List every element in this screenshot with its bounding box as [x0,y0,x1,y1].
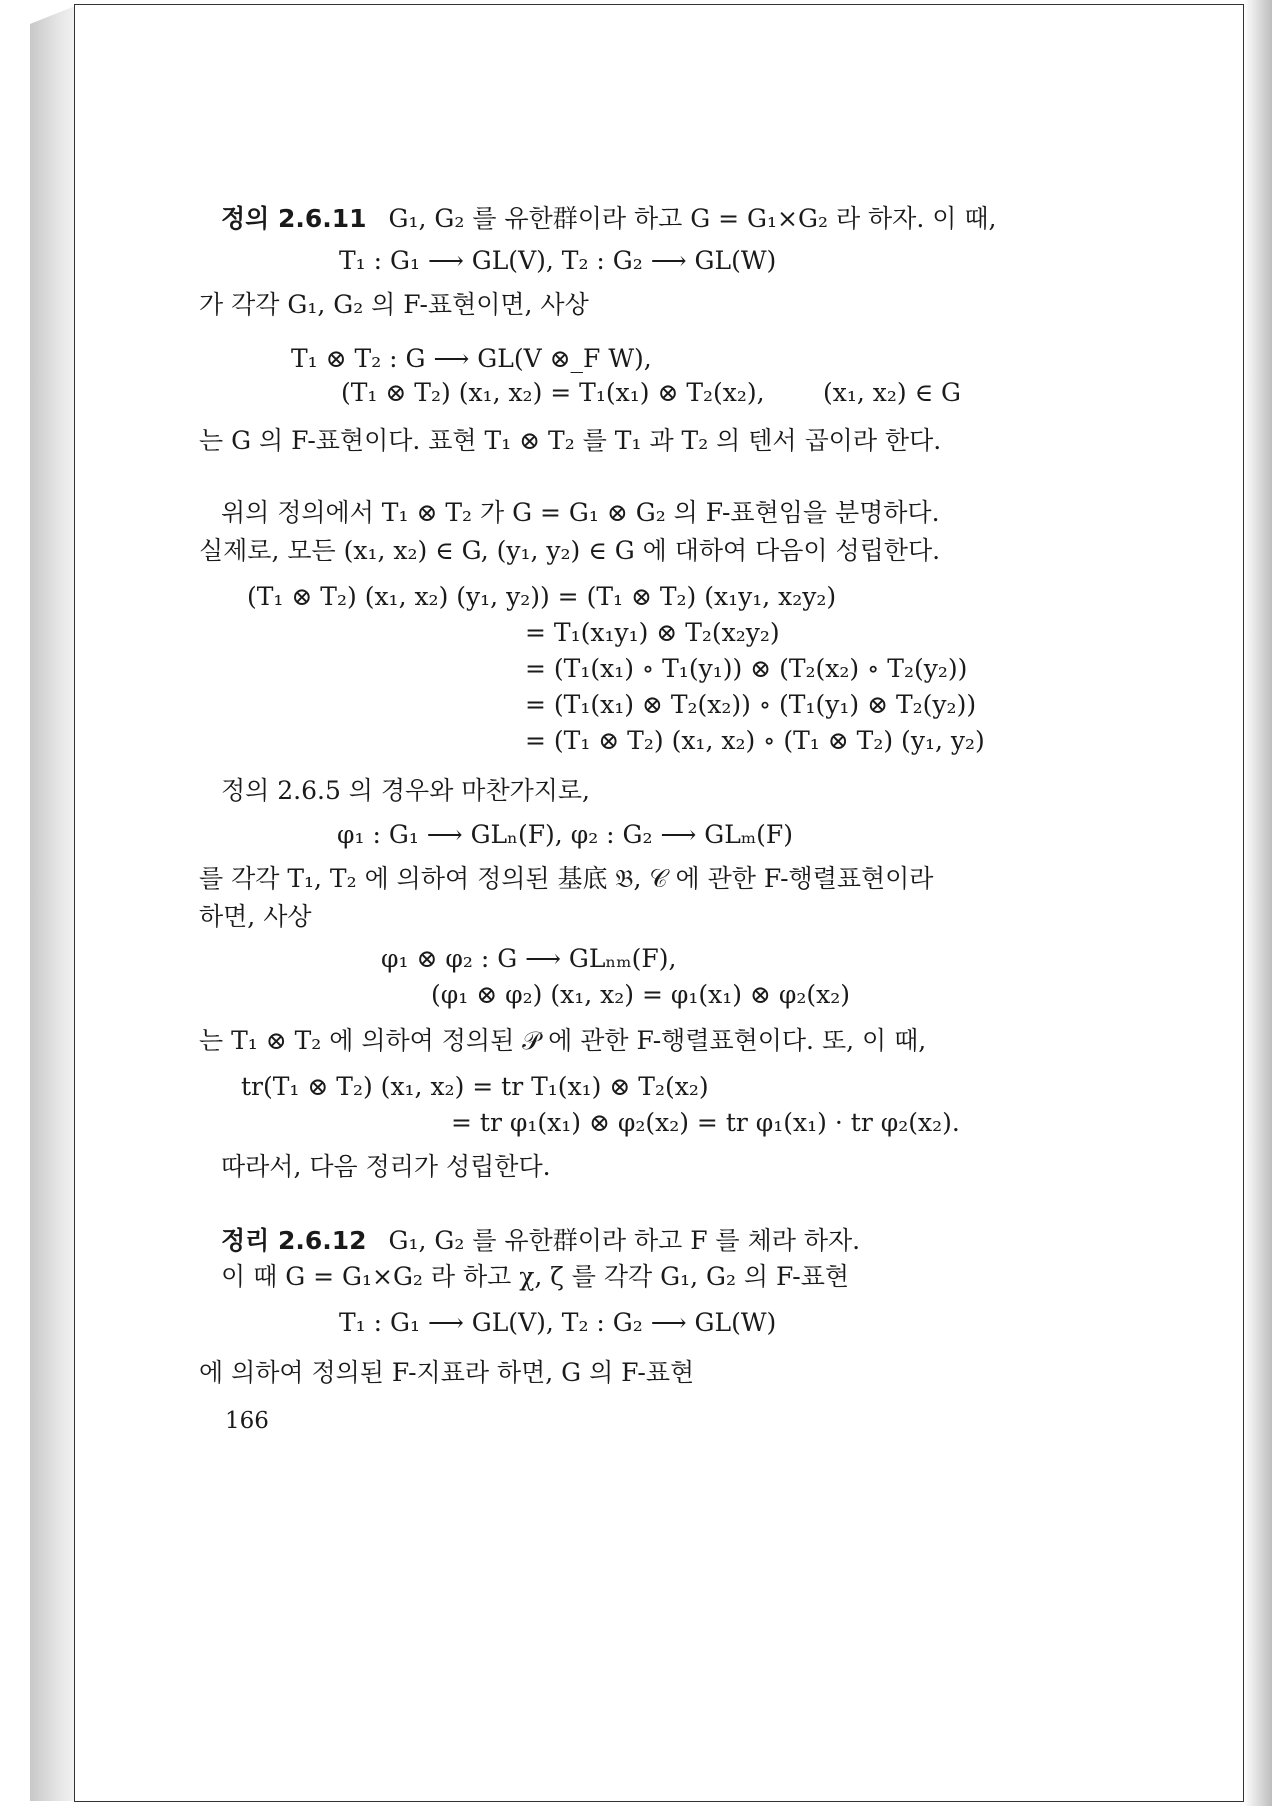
definition-line-3: 가 각각 G₁, G₂ 의 F-표현이면, 사상 [199,290,589,319]
paragraph2-line-10: 따라서, 다음 정리가 성립한다. [221,1152,551,1181]
matrix-rep-line: φ₁ : G₁ ⟶ GLₙ(F), φ₂ : G₂ ⟶ GLₘ(F) [337,820,794,849]
definition-map-line: T₁ : G₁ ⟶ GL(V), T₂ : G₂ ⟶ GL(W) [339,246,777,275]
equation-step-5: = (T₁ ⊗ T₂) (x₁, x₂) ∘ (T₁ ⊗ T₂) (y₁, y₂) [525,726,985,755]
paragraph2-line-4: 하면, 사상 [199,902,312,931]
paragraph2-line-7: 는 T₁ ⊗ T₂ 에 의하여 정의된 𝒫 에 관한 F-행렬표현이다. 또, 이 때, [199,1026,927,1055]
trace-line-1: tr(T₁ ⊗ T₂) (x₁, x₂) = tr T₁(x₁) ⊗ T₂(x₂) [241,1072,709,1101]
paragraph1-line-2: 실제로, 모든 (x₁, x₂) ∈ G, (y₁, y₂) ∈ G 에 대하여 다음이 성립한다. [199,536,941,565]
tensor-matrix-map-line: φ₁ ⊗ φ₂ : G ⟶ GLₙₘ(F), [381,944,677,973]
page-content [75,5,1243,1801]
tensor-formula-line: (T₁ ⊗ T₂) (x₁, x₂) = T₁(x₁) ⊗ T₂(x₂), [341,378,765,407]
book-left-edge [30,6,75,1801]
page-number: 166 [225,1408,269,1434]
definition-line-6: 는 G 의 F-표현이다. 표현 T₁ ⊗ T₂ 를 T₁ 과 T₂ 의 텐서 곱이라 한다. [199,426,942,455]
tensor-matrix-formula-line: (φ₁ ⊗ φ₂) (x₁, x₂) = φ₁(x₁) ⊗ φ₂(x₂) [431,980,850,1009]
book-page [74,4,1244,1802]
theorem-line-4: 에 의하여 정의된 F-지표라 하면, G 의 F-표현 [199,1358,695,1387]
equation-step-2: = T₁(x₁y₁) ⊗ T₂(x₂y₂) [525,618,780,647]
definition-label: 정의 2.6.11 [221,204,367,233]
definition-line-1 [221,203,996,235]
theorem-line-2: 이 때 G = G₁×G₂ 라 하고 χ, ζ 를 각각 G₁, G₂ 의 F-표현 [221,1262,850,1291]
theorem-map-line: T₁ : G₁ ⟶ GL(V), T₂ : G₂ ⟶ GL(W) [339,1308,777,1337]
paragraph1-line-1: 위의 정의에서 T₁ ⊗ T₂ 가 G = G₁ ⊗ G₂ 의 F-표현임을 분명하다. [221,498,940,527]
equation-lhs: (T₁ ⊗ T₂) (x₁, x₂) (y₁, y₂)) = (T₁ ⊗ T₂) (x₁y₁, x₂y₂) [247,582,837,611]
equation-step-3: = (T₁(x₁) ∘ T₁(y₁)) ⊗ (T₂(x₂) ∘ T₂(y₂)) [525,654,968,683]
equation-step-4: = (T₁(x₁) ⊗ T₂(x₂)) ∘ (T₁(y₁) ⊗ T₂(y₂)) [525,690,977,719]
definition-text: G₁, G₂ 를 유한群이라 하고 G = G₁×G₂ 라 하자. 이 때, [388,204,997,233]
theorem-text: G₁, G₂ 를 유한群이라 하고 F 를 체라 하자. [388,1226,861,1255]
tensor-domain-condition: (x₁, x₂) ∈ G [823,378,962,407]
theorem-label: 정리 2.6.12 [221,1226,367,1255]
paragraph2-line-3: 를 각각 T₁, T₂ 에 의하여 정의된 基底 𝔅, 𝒞 에 관한 F-행렬표현이라 [199,864,934,893]
paragraph2-line-1: 정의 2.6.5 의 경우와 마찬가지로, [221,776,590,805]
tensor-map-line: T₁ ⊗ T₂ : G ⟶ GL(V ⊗_F W), [291,344,652,373]
theorem-line-1 [221,1225,860,1257]
trace-line-2: = tr φ₁(x₁) ⊗ φ₂(x₂) = tr φ₁(x₁) · tr φ₂(x₂). [451,1108,960,1137]
book-right-shadow [1244,0,1272,1806]
